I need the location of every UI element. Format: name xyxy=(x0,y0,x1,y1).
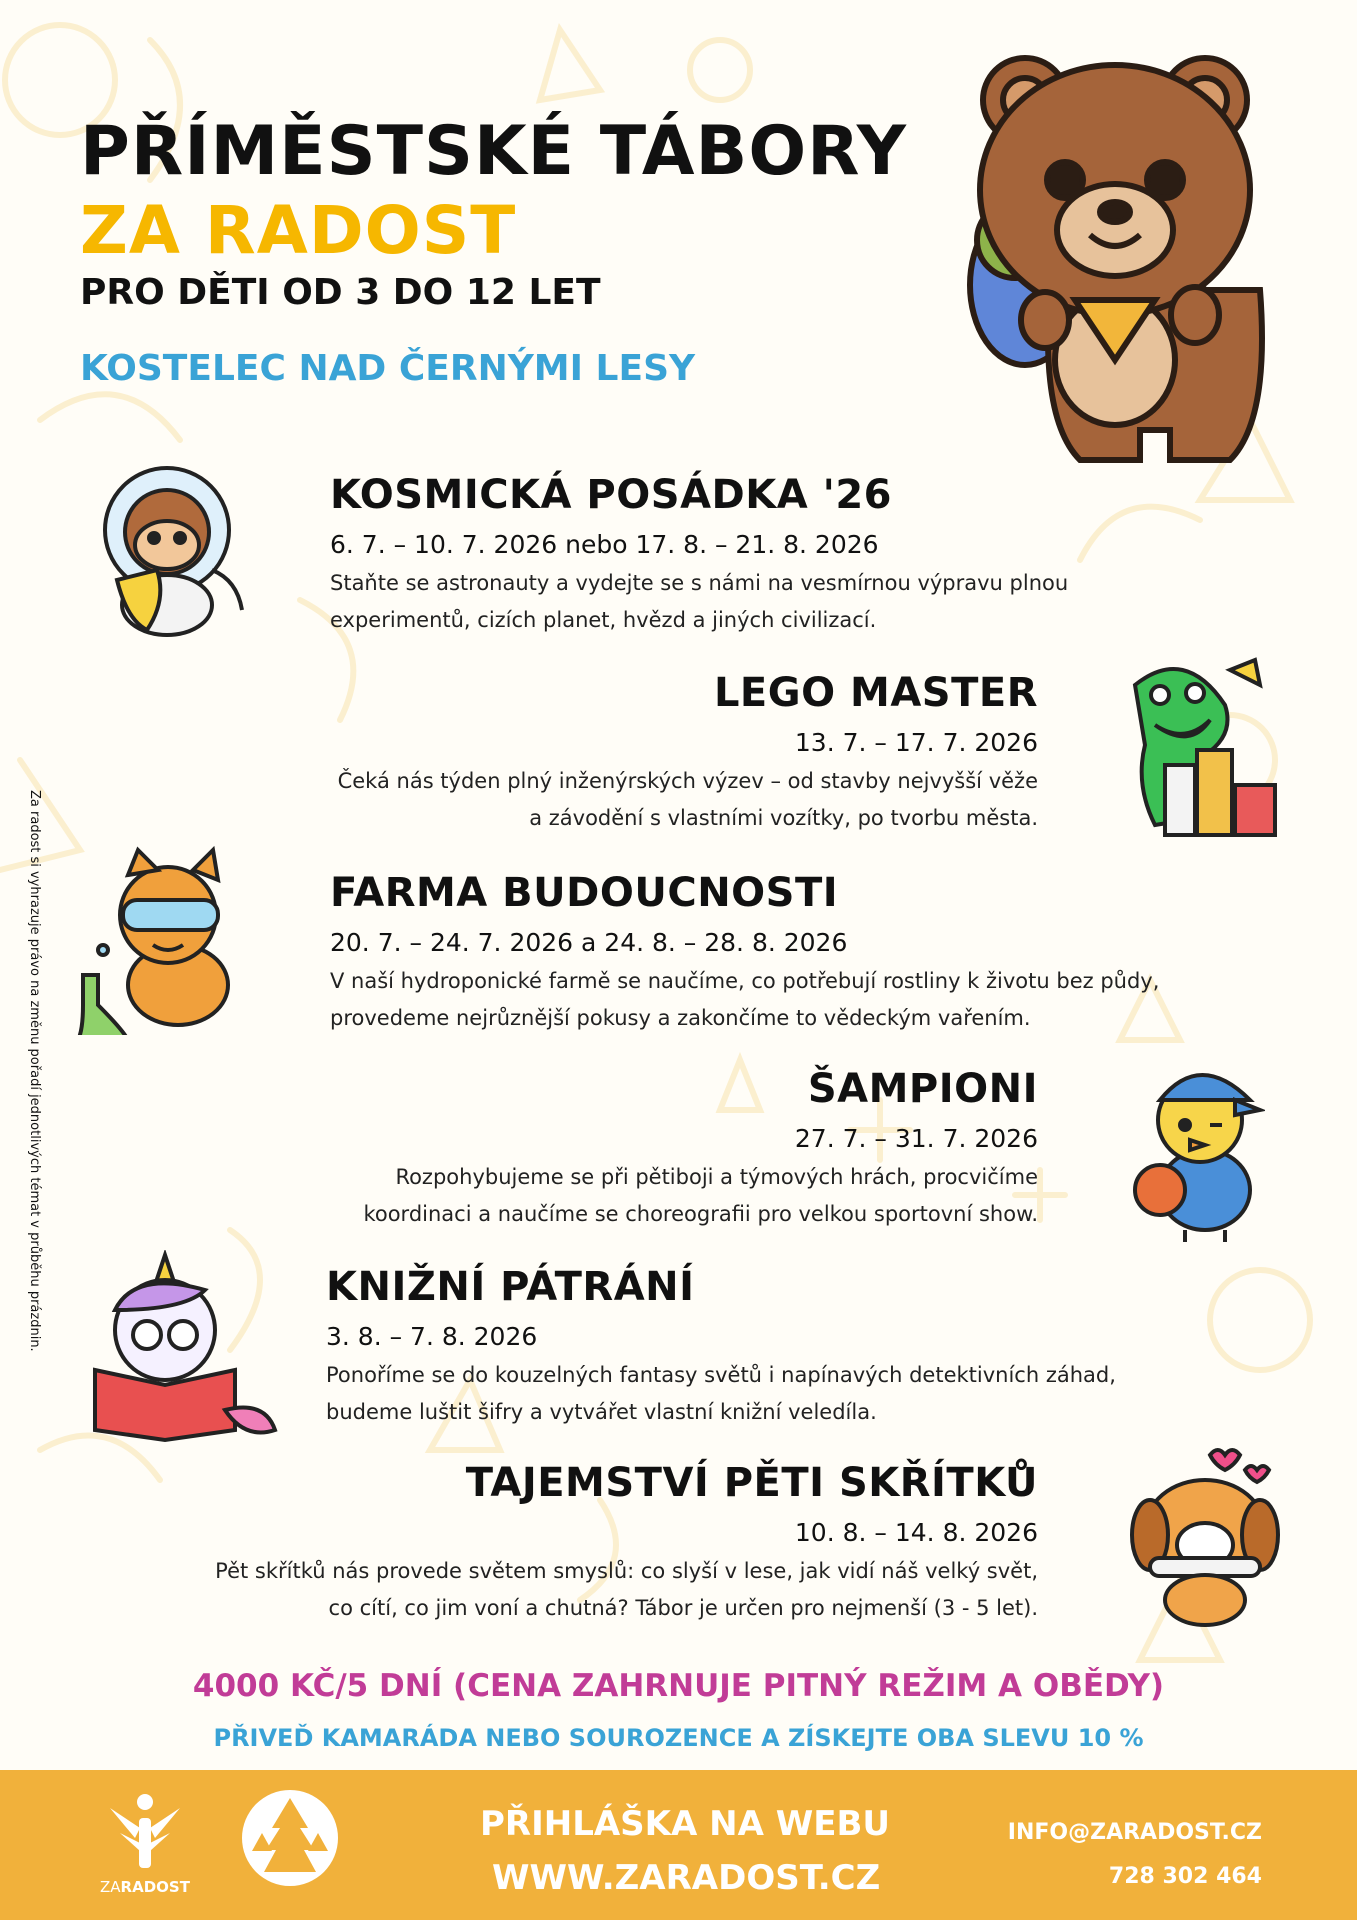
reading-unicorn-icon xyxy=(75,1250,280,1445)
camp-description-line: provedeme nejrůznější pokusy a zakončíme to vědeckým vařením. xyxy=(330,1006,1031,1030)
astronaut-monkey-icon xyxy=(82,460,252,640)
camp-dates: 13. 7. – 17. 7. 2026 xyxy=(794,728,1038,757)
camp-description xyxy=(110,1553,1038,1627)
camp-description-line: co cítí, co jim voní a chutná? Tábor je určen pro nejmenší (3 - 5 let). xyxy=(328,1596,1038,1620)
camp-description-line: Rozpohybujeme se při pětiboji a týmových hrách, procvičíme xyxy=(395,1165,1038,1189)
camp-description-line: Ponoříme se do kouzelných fantasy světů i napínavých detektivních záhad, xyxy=(326,1363,1116,1387)
camp-item xyxy=(330,870,1159,1037)
camp-dates: 27. 7. – 31. 7. 2026 xyxy=(794,1124,1038,1153)
camp-description xyxy=(326,1357,1116,1431)
camp-item xyxy=(230,670,1038,837)
email-link[interactable]: INFO@ZARADOST.CZ xyxy=(1007,1820,1262,1845)
promo-info: PŘIVEĎ KAMARÁDA NEBO SOUROZENCE A ZÍSKEJTE OBA SLEVU 10 % xyxy=(213,1724,1144,1752)
camp-item xyxy=(110,1460,1038,1627)
camp-description-line: budeme luštit šifry a vytvářet vlastní knižní veledíla. xyxy=(326,1400,877,1424)
puppy-bone-icon xyxy=(1125,1440,1285,1630)
camp-description-line: Staňte se astronauty a vydejte se s námi na vesmírnou výpravu plnou xyxy=(330,571,1069,595)
camp-description-line: Pět skřítků nás provede světem smyslů: co slyší v lese, jak vidí náš velký svět, xyxy=(215,1559,1038,1583)
price-info: 4000 KČ/5 DNÍ (CENA ZAHRNUJE PITNÝ REŽIM A OBĚDY) xyxy=(192,1668,1165,1704)
camp-description-line: Čeká nás týden plný inženýrských výzev – od stavby nejvyšší věže xyxy=(337,769,1038,793)
phone-link[interactable]: 728 302 464 xyxy=(1108,1864,1262,1889)
web-url-link[interactable]: WWW.ZARADOST.CZ xyxy=(492,1858,881,1898)
camp-title: FARMA BUDOUCNOSTI xyxy=(330,870,839,916)
bear-backpack-icon xyxy=(955,30,1275,490)
camp-description xyxy=(330,963,1159,1037)
scientist-cat-icon xyxy=(68,845,238,1035)
camp-description xyxy=(230,763,1038,837)
camp-description xyxy=(330,565,1068,639)
dinosaur-city-icon xyxy=(1105,655,1285,840)
camp-description-line: experimentů, cizích planet, hvězd a jiných civilizací. xyxy=(330,608,877,632)
camp-description-line: a závodění s vlastními vozítky, po tvorbu města. xyxy=(529,806,1038,830)
camp-dates: 10. 8. – 14. 8. 2026 xyxy=(794,1518,1038,1547)
camp-item xyxy=(230,1066,1038,1233)
camp-description-line: koordinaci a naučíme se choreografii pro velkou sportovní show. xyxy=(363,1202,1038,1226)
camp-title: ŠAMPIONI xyxy=(807,1066,1038,1112)
web-label: PŘIHLÁŠKA NA WEBU xyxy=(480,1804,891,1844)
page-title: PŘÍMĚSTSKÉ TÁBORY xyxy=(80,112,908,191)
camp-dates: 20. 7. – 24. 7. 2026 a 24. 8. – 28. 8. 2026 xyxy=(330,928,848,957)
camp-description xyxy=(230,1159,1038,1233)
camp-title: KNIŽNÍ PÁTRÁNÍ xyxy=(326,1264,695,1310)
basketball-chick-icon xyxy=(1125,1055,1265,1245)
zaradost-logo-icon xyxy=(105,1788,185,1873)
camp-dates: 3. 8. – 7. 8. 2026 xyxy=(326,1322,538,1351)
camp-dates: 6. 7. – 10. 7. 2026 nebo 17. 8. – 21. 8. 2026 xyxy=(330,530,879,559)
camp-title: TAJEMSTVÍ PĚTI SKŘÍTKŮ xyxy=(465,1460,1038,1506)
side-note: Za radost si vyhrazuje právo na změnu pořadí jednotlivých témat v průběhu prázdnin. xyxy=(27,790,42,1352)
page-subtitle: ZA RADOST xyxy=(80,192,517,269)
forest-badge-icon xyxy=(240,1788,340,1888)
brand-bold: RADOST xyxy=(120,1878,190,1896)
footer xyxy=(0,1770,1357,1920)
camp-title: KOSMICKÁ POSÁDKA '26 xyxy=(330,472,893,518)
camp-item xyxy=(326,1264,1116,1431)
age-range: PRO DĚTI OD 3 DO 12 LET xyxy=(80,272,601,313)
brand-light: ZA xyxy=(100,1878,121,1896)
brand-name xyxy=(100,1878,190,1896)
location: KOSTELEC NAD ČERNÝMI LESY xyxy=(80,348,696,389)
camp-title: LEGO MASTER xyxy=(713,670,1038,716)
camp-description-line: V naší hydroponické farmě se naučíme, co potřebují rostliny k životu bez půdy, xyxy=(330,969,1160,993)
camp-item xyxy=(330,472,1068,639)
